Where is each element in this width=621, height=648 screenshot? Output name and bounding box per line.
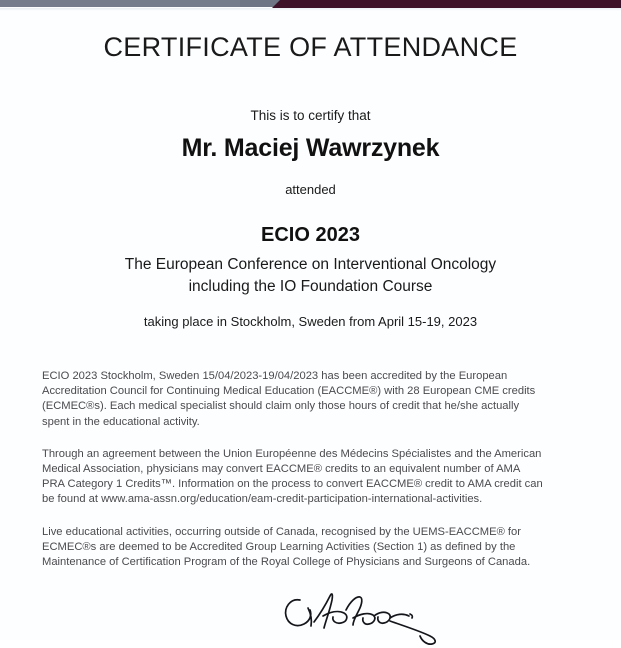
attended-label: attended xyxy=(285,182,336,197)
signature-icon xyxy=(270,588,490,648)
topbar-shadow xyxy=(0,8,621,11)
event-full-name xyxy=(60,254,561,298)
topbar-maroon-band xyxy=(272,0,621,8)
event-location-dates: taking place in Stockholm, Sweden from April 15-19, 2023 xyxy=(143,314,478,329)
page-title: CERTIFICATE OF ATTENDANCE xyxy=(103,32,518,62)
event-name-line-1: The European Conference on Interventional Oncology xyxy=(124,256,497,273)
event-name-line-2: including the IO Foundation Course xyxy=(188,278,433,295)
recipient-name: Mr. Maciej Wawrzynek xyxy=(181,134,440,162)
signature-block xyxy=(270,588,490,648)
top-decorative-bar xyxy=(0,0,621,8)
accreditation-paragraph-1: ECIO 2023 Stockholm, Sweden 15/04/2023-19/04/2023 has been accredited by the European Accreditation Council for Continuing Medical Education (EACCME®) with 28 European CME credits (ECMEC®s). Each medical specialist should claim only those hours of credit that he/she actually spent in the educational activity. xyxy=(42,370,536,428)
event-code: ECIO 2023 xyxy=(261,224,360,246)
accreditation-paragraph-3: Live educational activities, occurring outside of Canada, recognised by the UEMS-EACCME® for ECMEC®s are deemed to be Accredited Group Learning Activities (Section 1) as defined by the Maintenance of Certification Program of the Royal College of Physicians and Surgeons of Canada. xyxy=(42,525,531,569)
certify-intro-text: This is to certify that xyxy=(250,108,371,123)
accreditation-paragraph-2: Through an agreement between the Union Européenne des Médecins Spécialistes and the American Medical Association, physicians may convert EACCME® credits to an equivalent number of AMA PRA Category 1 Credits™. Information on the process to convert EACCME® credit to AMA credit can be found at www.ama-assn.org/education/eam-credit-participation-international-activities. xyxy=(42,447,543,506)
accreditation-section xyxy=(42,369,544,570)
